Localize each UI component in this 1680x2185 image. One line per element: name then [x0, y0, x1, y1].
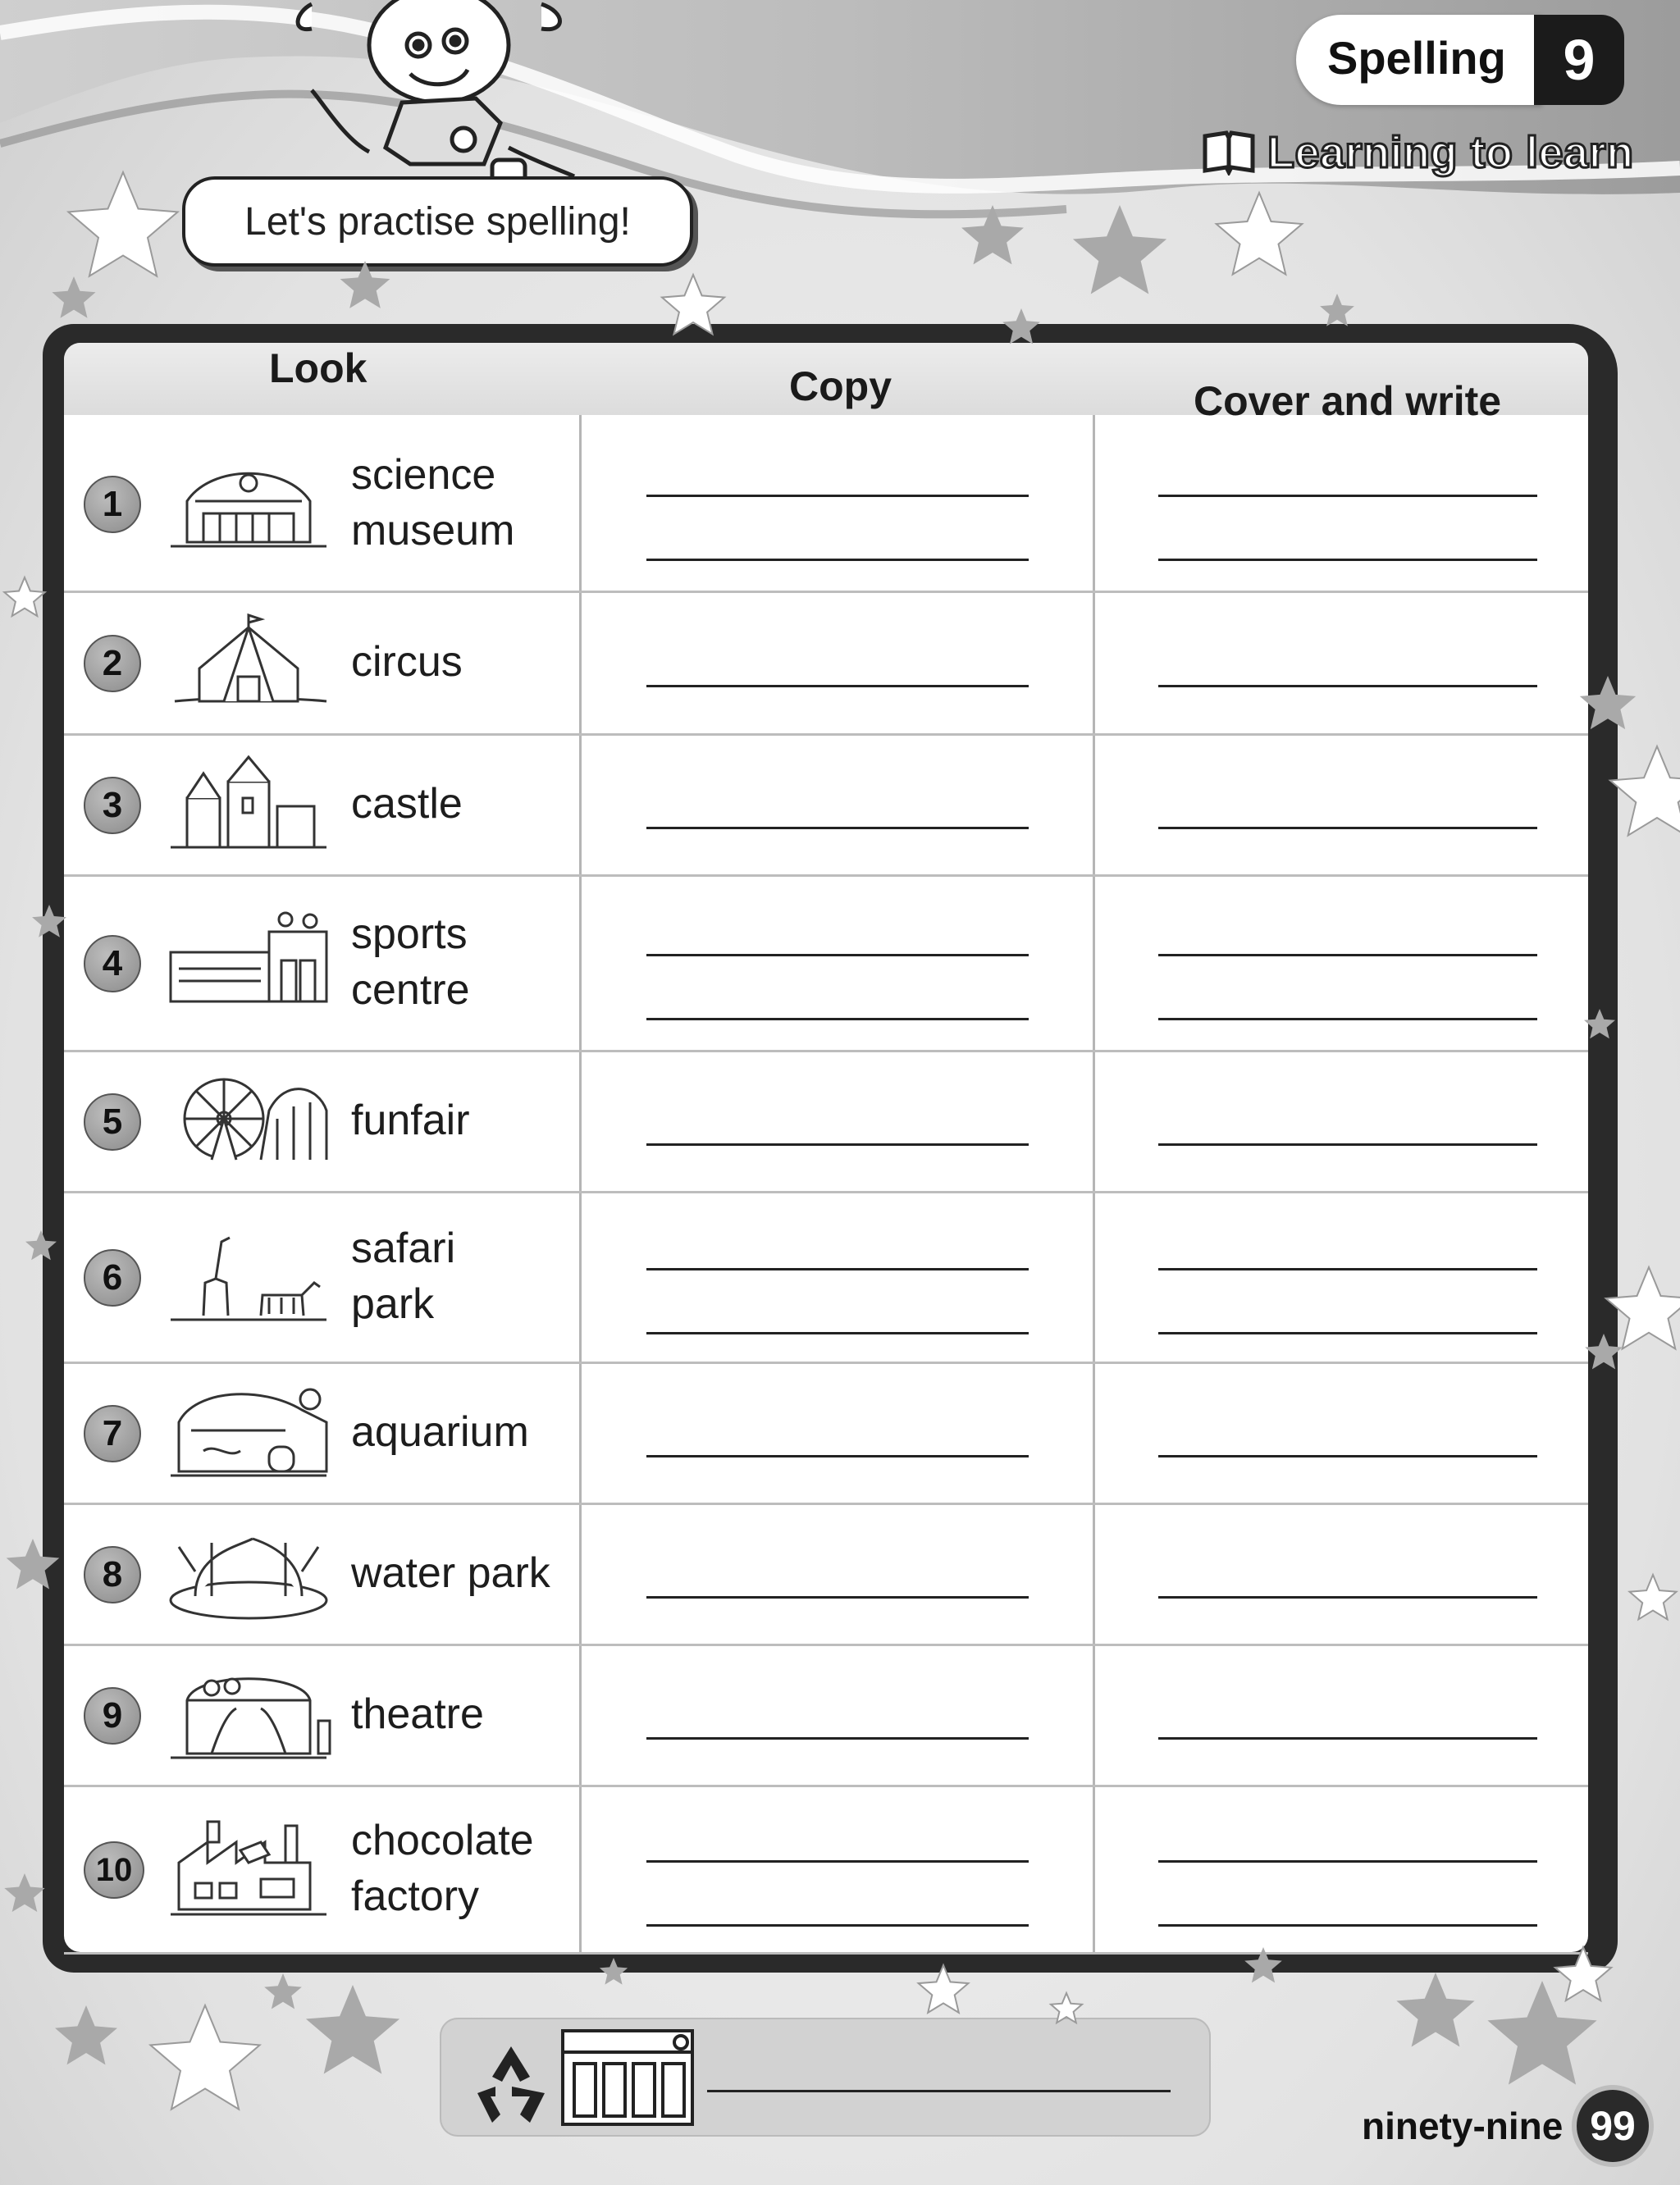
speech-bubble: Let's practise spelling!: [182, 176, 693, 267]
copy-writing-line[interactable]: [646, 1018, 1029, 1020]
copy-writing-line[interactable]: [646, 1143, 1029, 1146]
copy-writing-line[interactable]: [646, 1924, 1029, 1927]
cover-write-line[interactable]: [1158, 1268, 1537, 1270]
star-icon: [1487, 1981, 1596, 2085]
copy-writing-line[interactable]: [646, 954, 1029, 956]
place-word: [351, 776, 463, 832]
row-number: 8: [84, 1546, 141, 1603]
subtitle-text: Learning to learn: [1267, 128, 1634, 177]
place-word-line: circus: [351, 638, 463, 686]
cover-write-line[interactable]: [1158, 685, 1537, 687]
cover-write-line[interactable]: [1158, 559, 1537, 561]
star-icon: [1396, 1973, 1474, 2047]
row-number: 4: [84, 935, 141, 992]
place-word-line: science: [351, 451, 496, 499]
star-icon: [1630, 1575, 1677, 1619]
cover-write-line[interactable]: [1158, 954, 1537, 956]
row-number: 6: [84, 1249, 141, 1307]
cover-write-line[interactable]: [1158, 1860, 1537, 1863]
star-icon: [264, 1973, 302, 2009]
cover-write-line[interactable]: [1158, 1018, 1537, 1020]
place-word: [351, 634, 463, 690]
copy-writing-line[interactable]: [646, 685, 1029, 687]
place-word-line: centre: [351, 966, 470, 1014]
place-word: [351, 1813, 534, 1924]
funfair-illustration: [162, 1070, 339, 1172]
place-word: [351, 1404, 529, 1460]
unit-number-badge: 9: [1534, 15, 1624, 105]
copy-writing-line[interactable]: [646, 559, 1029, 561]
aquarium-illustration: [162, 1381, 339, 1484]
recycle-icon: [466, 2042, 556, 2124]
place-word: [351, 1092, 470, 1148]
circus-tent-illustration: [162, 611, 339, 714]
page-number-badge: 99: [1577, 2090, 1649, 2162]
copy-writing-line[interactable]: [646, 827, 1029, 829]
chocolate-factory-illustration: [162, 1818, 339, 1920]
cover-write-line[interactable]: [1158, 1737, 1537, 1740]
girl-character-illustration: [295, 0, 591, 197]
cover-write-line[interactable]: [1158, 495, 1537, 497]
place-word-line: park: [351, 1280, 435, 1328]
copy-writing-line[interactable]: [646, 1596, 1029, 1599]
safari-park-illustration: [162, 1225, 339, 1328]
star-icon: [150, 2005, 259, 2110]
row-number: 10: [84, 1841, 144, 1899]
row-number: 3: [84, 777, 141, 834]
copy-writing-line[interactable]: [646, 1268, 1029, 1270]
place-word-line: factory: [351, 1873, 480, 1920]
row-number: 2: [84, 635, 141, 692]
sports-centre-illustration: [162, 911, 339, 1014]
cover-write-line[interactable]: [1158, 1332, 1537, 1334]
copy-writing-line[interactable]: [646, 1737, 1029, 1740]
place-word-line: theatre: [351, 1690, 484, 1738]
open-book-icon: [1202, 130, 1256, 176]
star-icon: [55, 2005, 117, 2064]
copy-writing-line[interactable]: [646, 1455, 1029, 1457]
place-word-line: water park: [351, 1549, 550, 1597]
row-number: 5: [84, 1093, 141, 1151]
place-word-line: chocolate: [351, 1817, 534, 1864]
column-header-copy: Copy: [789, 363, 892, 409]
cover-write-line[interactable]: [1158, 1455, 1537, 1457]
place-word-line: aquarium: [351, 1408, 529, 1456]
place-word-line: museum: [351, 507, 515, 554]
place-word: [351, 906, 470, 1018]
place-word: [351, 447, 514, 559]
bottom-writing-line[interactable]: [707, 2090, 1171, 2092]
cover-write-line[interactable]: [1158, 1924, 1537, 1927]
water-park-illustration: [162, 1522, 339, 1625]
star-icon: [4, 1873, 44, 1912]
cover-write-line[interactable]: [1158, 1143, 1537, 1146]
column-header-look: Look: [269, 345, 368, 391]
row-number: 1: [84, 476, 141, 533]
place-word: [351, 1545, 550, 1601]
row-number: 9: [84, 1687, 141, 1745]
row-number: 7: [84, 1405, 141, 1462]
place-word-line: safari: [351, 1225, 456, 1272]
cover-write-line[interactable]: [1158, 827, 1537, 829]
star-icon: [4, 577, 44, 616]
place-word-line: sports: [351, 910, 468, 958]
learning-to-learn-heading: [1202, 127, 1634, 178]
copy-writing-line[interactable]: [646, 1332, 1029, 1334]
place-word: [351, 1686, 484, 1742]
copy-writing-line[interactable]: [646, 1860, 1029, 1863]
place-word-line: funfair: [351, 1097, 470, 1144]
shop-front-icon: [558, 2028, 697, 2131]
castle-illustration: [162, 753, 339, 855]
section-title: Spelling: [1327, 32, 1506, 84]
star-icon: [306, 1985, 399, 2074]
copy-writing-line[interactable]: [646, 495, 1029, 497]
cover-write-line[interactable]: [1158, 1596, 1537, 1599]
star-icon: [1610, 746, 1680, 836]
theatre-illustration: [162, 1663, 339, 1766]
place-word-line: castle: [351, 780, 463, 828]
column-header-cover-and-write: Cover and write: [1194, 378, 1502, 424]
page-number-words: ninety-nine: [1362, 2105, 1564, 2147]
place-word: [351, 1220, 455, 1332]
science-museum-illustration: [162, 452, 339, 554]
